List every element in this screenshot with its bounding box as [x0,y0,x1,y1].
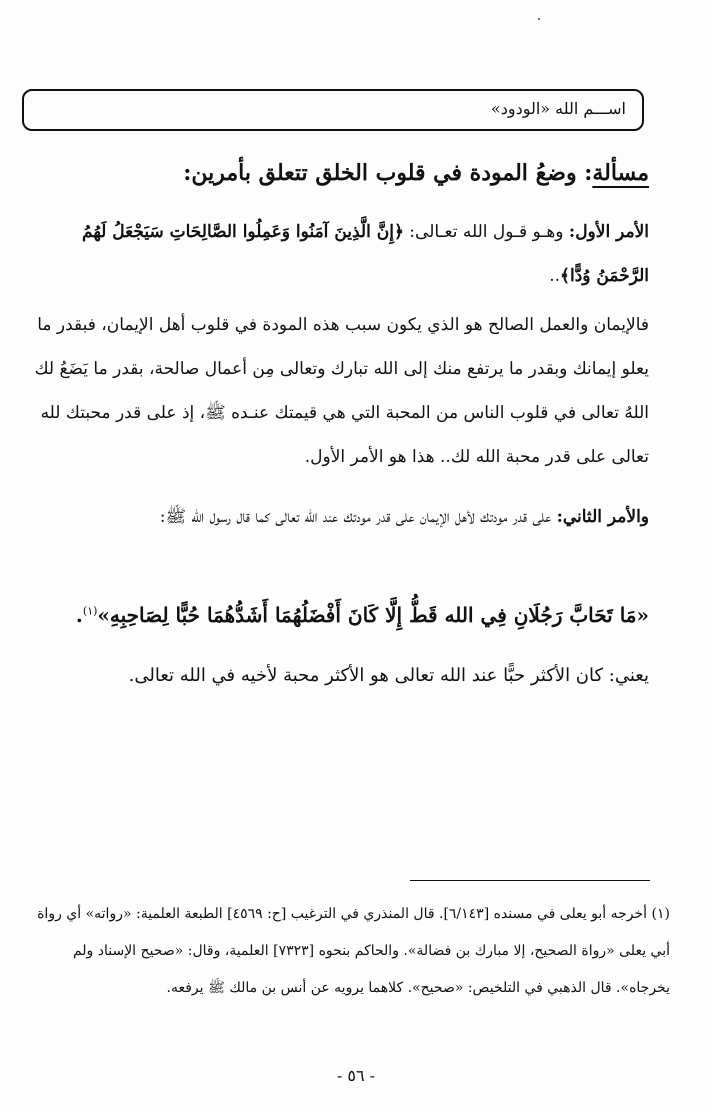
issue-title: : وضعُ المودة في قلوب الخلق تتعلق بأمرين: [183,160,593,186]
footnote: (١) أخرجه أبو يعلى في مسنده [٦/١٤٣]. قال المنذري في الترغيب [ح: ٤٥٦٩] الطبعة العلمية: «رواته» أي رواة أبي يعلى «رواة الصحيح، إلا مبارك بن فضالة». والحاكم بنحوه [٧٣٢٣] العلمية، وقال: «صحيح الإسناد ولم يخرجاه». قال الذهبي في التلخيص: «صحيح». كلاهما يرويه عن أنس بن مالك ﷺ يرفعه. [37,906,670,996]
meaning-paragraph: يعني: كان الأكثر حبًّا عند الله تعالى هو الأكثر محبة لأخيه في الله تعالى. [128,665,649,686]
issue-heading [40,160,649,186]
page-number: - ٥٦ - [336,1066,376,1085]
issue-label: مسألة [592,160,649,186]
footnote-ref[interactable]: (١) [82,604,98,618]
scan-speck [538,18,540,20]
first-matter-end: .. [549,266,561,286]
explanation-paragraph: فالإيمان والعمل الصالح هو الذي يكون سبب هذه المودة في قلوب أهل الإيمان، فبقدر ما يعلو إيمانك وبقدر ما يرتفع منك إلى الله تبارك وتعالى مِن أعمال صالحة، بقدر ما يَضَعُ لك اللهُ تعالى في قلوب الناس من المحبة التي هي قيمتك عنـده ﷺ، إذ على قدر محبتك لله تعالى على قدر محبة الله لك.. هذا هو الأمر الأول. [34,315,649,467]
second-matter-text: على قدر مودتك لأهل الإيمان على قدر مودتك عند الله تعالى كما قال رسول الله ﷺ: [159,507,557,527]
second-matter-label: والأمر الثاني: [556,507,649,527]
second-matter-paragraph [25,495,649,539]
quran-verse: ﴿إِنَّ الَّذِينَ آمَنُوا وَعَمِلُوا الصَّالِحَاتِ سَيَجْعَلُ لَهُمُ الرَّحْمَنُ وُدًّا﴾ [82,222,649,286]
running-header [22,89,644,131]
hadith-quote [60,603,649,627]
first-matter-label: الأمر الأول: [568,222,649,242]
first-matter-paragraph [25,210,649,298]
hadith-text: «مَا تَحَابَّ رَجُلَانِ فِي الله قَطُّ إِلَّا كَانَ أَفْضَلُهُمَا أَشَدُّهُمَا حُبًّا لِصَاحِبِهِ» [97,603,649,627]
footnote-divider [410,880,650,881]
hadith-end: . [75,603,83,627]
header-title: اســـم الله «الودود» [490,99,626,118]
first-matter-intro: وهـو قـول الله تعـالى: [403,222,569,242]
